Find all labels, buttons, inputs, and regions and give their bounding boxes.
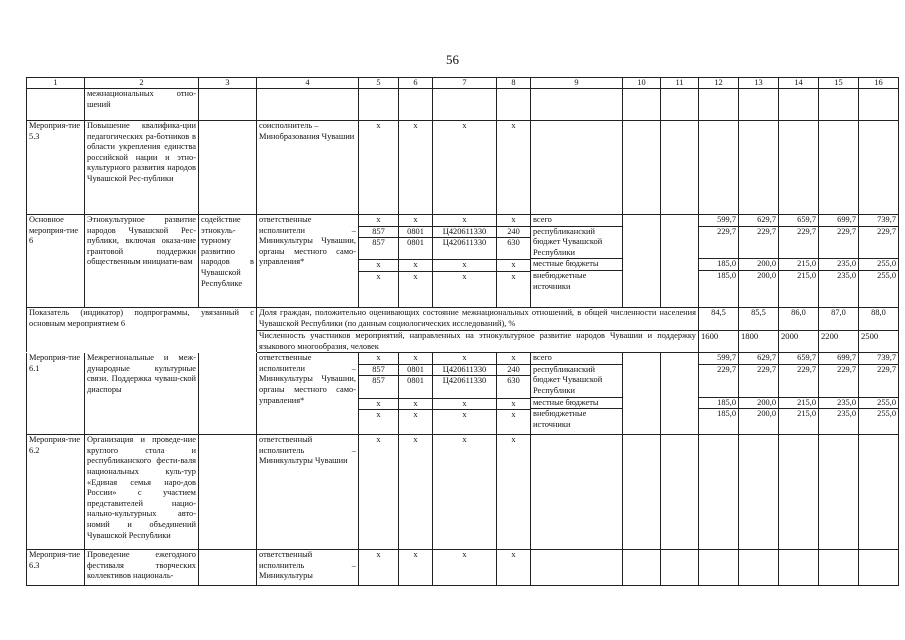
table-row [27,89,899,121]
value [739,375,778,397]
indicator-value: 85,5 [739,308,779,331]
code-section: 0801 [399,376,432,398]
indicator-value: 1800 [739,331,779,353]
value [819,237,858,259]
indicator-value: 88,0 [859,308,899,331]
code-target: Ц420611330 [433,365,496,377]
value: 599,7 [699,215,738,227]
code-type: x [497,121,531,215]
funding-source: местные бюджеты [531,398,622,410]
code-section: x [399,121,433,215]
col-header: 14 [779,78,819,89]
indicator-row [27,308,899,331]
value: 200,0 [739,398,778,410]
code-section: x [399,550,433,586]
table-row [27,550,899,586]
value: 255,0 [859,259,898,271]
code-section: 0801 [399,238,432,260]
funding-source: республиканский [533,226,595,236]
indicator-value: 84,5 [699,308,739,331]
code-type: 240 [497,365,530,377]
col-header: 1 [27,78,85,89]
indicator-value: 2000 [779,331,819,353]
code-type: x [497,399,530,411]
value: 215,0 [797,270,816,280]
value: 235,0 [819,259,858,271]
value [859,237,898,259]
funding-source: республиканский [533,364,595,374]
value: 229,7 [797,364,816,374]
value: 739,7 [859,353,898,365]
indicator-value: 86,0 [779,308,819,331]
value: 659,7 [779,353,818,365]
col-header: 8 [497,78,531,89]
col-header: 10 [623,78,661,89]
code-section: x [413,271,418,281]
table-row [27,353,899,435]
col-header: 2 [85,78,199,89]
table-row [27,435,899,550]
code-section: x [399,260,432,272]
measure-id: Мероприя-тие 6.3 [27,550,85,586]
value [859,375,898,397]
value: 229,7 [797,226,816,236]
code-target: x [462,271,467,281]
value [699,237,738,259]
code-target: x [462,410,467,420]
col-header: 7 [433,78,497,89]
value: 229,7 [757,364,776,374]
code-type: x [511,410,516,420]
value: 229,7 [717,226,736,236]
code-target: x [433,435,497,550]
indicator-text: Доля граждан, положительно оценивающих состояние межнациональных отношений, в общей численности населения Чувашской Республики (по данным социологических исследований), % [257,308,699,331]
funding-source: местные бюджеты [531,259,622,271]
col-header: 6 [399,78,433,89]
code-grbs: x [359,260,398,272]
code-target: x [433,260,496,272]
responsible: соисполнитель – Минобразования Чувашии [257,121,359,215]
value: 215,0 [779,259,818,271]
col-header: 13 [739,78,779,89]
funding-source: бюджет Чувашской Республики [531,375,622,397]
value: 255,0 [877,270,896,280]
code-type: 240 [497,227,530,239]
code-section: 0801 [399,227,432,239]
indicator-value: 1600 [699,331,739,353]
code-grbs: x [359,435,399,550]
value: 185,0 [717,409,736,419]
value: 255,0 [877,409,896,419]
code-grbs: 857 [359,376,398,398]
col-header: 12 [699,78,739,89]
value: 659,7 [779,215,818,227]
value: 629,7 [739,353,778,365]
code-type: x [497,215,530,227]
measure-id: Мероприя-тие 6.1 [27,353,85,435]
code-grbs: x [359,353,398,365]
value: 185,0 [717,270,736,280]
value: 200,0 [757,409,776,419]
code-target: x [433,121,497,215]
responsible: ответственный исполнитель – Миникультуры [257,550,359,586]
code-grbs: x [359,399,398,411]
code-grbs: x [359,215,398,227]
code-target: x [433,353,496,365]
indicator-text: Численность участников мероприятий, направленных на этнокультурное развитие народов Чувашии и поддержку языкового многообразия, человек [257,331,699,353]
value: 699,7 [819,353,858,365]
code-grbs: 857 [359,238,398,260]
value: 235,0 [837,409,856,419]
value: 229,7 [877,226,896,236]
code-type: 630 [497,376,530,398]
page-number: 56 [446,52,459,67]
value: 185,0 [699,398,738,410]
value [739,237,778,259]
col-header: 15 [819,78,859,89]
code-section: x [399,435,433,550]
col-header: 16 [859,78,899,89]
value: 235,0 [819,398,858,410]
code-type: 630 [497,238,530,260]
code-section: x [413,410,418,420]
measure-id: Основное мероприя-тие 6 [27,215,85,308]
value [699,375,738,397]
code-target: x [433,550,497,586]
responsible: ответственные исполнители – Миникультуры Чувашии, органы местного само-управления* [257,215,359,308]
code-grbs: 857 [359,365,398,377]
value: 255,0 [859,398,898,410]
responsible: ответственные исполнители – Миникультуры Чувашии, органы местного само-управления* [257,353,359,435]
cell-text: межнациональных отно-шений [85,89,199,121]
indicator-value: 2200 [819,331,859,353]
measure-name: Проведение ежегодного фестиваля творческих коллективов националь- [85,550,199,586]
value [779,237,818,259]
code-grbs: x [359,550,399,586]
value: 200,0 [757,270,776,280]
value: 739,7 [859,215,898,227]
value [819,375,858,397]
funding-source: всего [531,215,622,227]
code-grbs: x [376,410,381,420]
value: 215,0 [797,409,816,419]
responsible: ответственный исполнитель – Миникультуры Чувашии [257,435,359,550]
value: 235,0 [837,270,856,280]
code-grbs: 857 [359,227,398,239]
value: 185,0 [699,259,738,271]
code-section: x [399,353,432,365]
value: 599,7 [699,353,738,365]
measure-name: Межрегиональные и меж-дународные культурные связи. Поддержка чуваш-ской диаспоры [85,353,199,435]
col-header: 5 [359,78,399,89]
value: 229,7 [877,364,896,374]
funding-source: бюджет Чувашской Республики [531,237,622,259]
code-type: x [497,435,531,550]
code-target: Ц420611330 [433,376,496,398]
column-number-row [27,78,899,89]
code-section: x [399,215,432,227]
value: 200,0 [739,259,778,271]
funding-source: всего [531,353,622,365]
col-header: 9 [531,78,623,89]
code-section: x [399,399,432,411]
value: 229,7 [837,226,856,236]
measure-name: Этнокультурное развитие народов Чувашской Рес-публики, включая оказа-ние грантовой поддержки общественным инициати-вам [85,215,199,308]
value: 215,0 [779,398,818,410]
measure-id: Мероприя-тие 6.2 [27,435,85,550]
code-grbs: x [359,121,399,215]
value: 629,7 [739,215,778,227]
indicator-label: Показатель (индикатор) подпрограммы, увязанный с основным мероприятием 6 [27,308,257,353]
expected-result: содействие этнокуль-турному развитию народов в Чувашской Республике [199,215,257,308]
code-type: x [497,353,530,365]
funding-source: внебюджетные источники [533,409,587,429]
code-target: Ц420611330 [433,238,496,260]
code-target: x [433,215,496,227]
value: 229,7 [837,364,856,374]
table-row [27,121,899,215]
col-header: 4 [257,78,359,89]
code-section: 0801 [399,365,432,377]
code-target: x [433,399,496,411]
indicator-value: 87,0 [819,308,859,331]
measure-id: Мероприя-тие 5.3 [27,121,85,215]
value: 229,7 [757,226,776,236]
code-grbs: x [376,271,381,281]
funding-source: внебюджетные источники [533,270,587,291]
indicator-value: 2500 [859,331,899,353]
code-type: x [511,271,516,281]
measure-name: Повышение квалифика-ции педагогических ра-ботников в области укрепления единства российской нации и этно-культурного развития народов Чувашской Рес-публики [85,121,199,215]
value [779,375,818,397]
program-table [26,77,899,586]
col-header: 3 [199,78,257,89]
code-target: Ц420611330 [433,227,496,239]
col-header: 11 [661,78,699,89]
value: 229,7 [717,364,736,374]
value: 699,7 [819,215,858,227]
table-row [27,215,899,308]
measure-name: Организация и проведе-ние круглого стола и республиканского фести-валя национальных куль-тур «Единая семья наро-дов России» с участием представителей нацио-нально-культурных авто-номий и объединений Чувашской Республики [85,435,199,550]
code-type: x [497,550,531,586]
code-type: x [497,260,530,272]
